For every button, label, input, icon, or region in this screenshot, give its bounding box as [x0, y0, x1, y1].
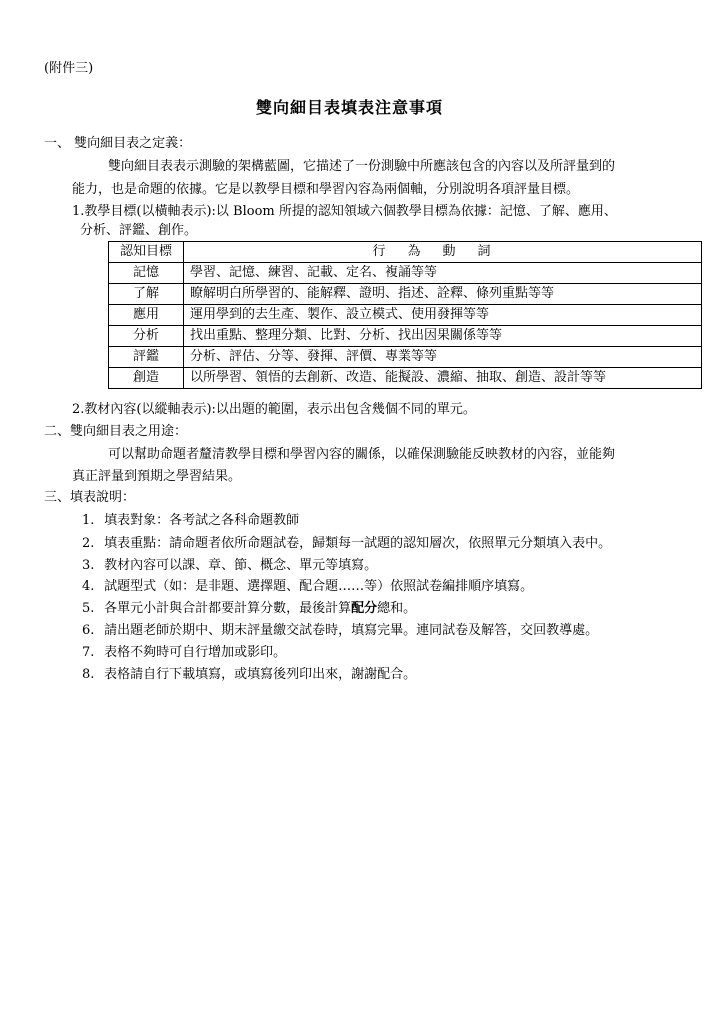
item-number: 5. [82, 601, 95, 616]
instruction-item [82, 666, 416, 684]
item-text: 各單元小計與合計都要計算分數，最後計算 [104, 601, 352, 616]
goal-cell: 評鑑 [109, 347, 184, 368]
goal-cell: 記憶 [109, 263, 184, 284]
table-row [109, 284, 702, 305]
table-row [109, 305, 702, 326]
verbs-cell: 運用學到的去生產、製作、設立模式、使用發揮等等 [184, 305, 702, 326]
section2-heading: 二、雙向細目表之用途： [44, 424, 188, 439]
cognitive-goals-table [108, 241, 702, 389]
section1-item1-line1: 1.教學目標(以橫軸表示):以 Bloom 所提的認知領域六個教學目標為依據：記憶、了解、應用、 [72, 204, 617, 219]
item-number: 4. [82, 579, 95, 594]
item-number: 6. [82, 623, 95, 638]
section1-para-line1: 雙向細目表表示測驗的架構藍圖，它描述了一份測驗中所應該包含的內容以及所評量到的 [108, 159, 616, 174]
item-text: 填表對象：各考試之各科命題教師 [104, 513, 300, 528]
goal-cell: 創造 [109, 368, 184, 389]
table-header-row [109, 242, 702, 263]
verbs-cell: 瞭解明白所學習的、能解釋、證明、指述、詮釋、條列重點等等 [184, 284, 702, 305]
verbs-cell: 找出重點、整理分類、比對、分析、找出因果關係等等 [184, 326, 702, 347]
item-text: 教材內容可以課、章、節、概念、單元等填寫。 [104, 558, 378, 573]
item-number: 3. [82, 558, 95, 573]
section2-para-line2: 真正評量到預期之學習結果。 [72, 469, 242, 484]
table-row [109, 263, 702, 284]
table-row [109, 368, 702, 389]
item-text: 表格不夠時可自行增加或影印。 [104, 645, 287, 660]
section1-item1-line2: 分析、評鑑、創作。 [80, 223, 198, 238]
item-text: 填表重點：請命題者依所命題試卷，歸類每一試題的認知層次，依照單元分類填入表中。 [104, 536, 612, 551]
annex-label: (附件三) [44, 61, 94, 76]
item-number: 2. [82, 536, 95, 551]
item-text: 試題型式（如：是非題、選擇題、配合題……等）依照試卷編排順序填寫。 [104, 579, 534, 594]
section1-item2: 2.教材內容(以縱軸表示):以出題的範圍，表示出包含幾個不同的單元。 [72, 402, 476, 417]
item-text-after: 總和。 [377, 601, 417, 616]
instruction-item [82, 600, 416, 618]
header-action-verbs: 行為動詞 [184, 242, 702, 263]
item-text-bold: 配分 [351, 601, 378, 616]
item-number: 8. [82, 667, 95, 682]
section1-heading: 一、 雙向細目表之定義： [44, 136, 192, 151]
instruction-item [82, 578, 533, 596]
instruction-item [82, 622, 598, 640]
verbs-cell: 學習、記憶、練習、記載、定名、複誦等等 [184, 263, 702, 284]
instruction-item [82, 535, 611, 553]
item-number: 7. [82, 645, 95, 660]
section2-para-line1: 可以幫助命題者釐清教學目標和學習內容的關係，以確保測驗能反映教材的內容，並能夠 [108, 447, 616, 462]
verbs-cell: 分析、評估、分等、發揮、評價、專業等等 [184, 347, 702, 368]
goal-cell: 應用 [109, 305, 184, 326]
verbs-cell: 以所學習、領悟的去創新、改造、能擬設、濃縮、抽取、創造、設計等等 [184, 368, 702, 389]
header-cognitive-goal: 認知目標 [109, 242, 184, 263]
goal-cell: 了解 [109, 284, 184, 305]
section3-heading: 三、填表說明： [44, 490, 136, 505]
item-text: 表格請自行下載填寫，或填寫後列印出來，謝謝配合。 [104, 667, 417, 682]
item-text: 請出題老師於期中、期末評量繳交試卷時，填寫完畢。連同試卷及解答，交回教導處。 [104, 623, 599, 638]
instruction-item [82, 557, 377, 575]
section1-para-line2: 能力，也是命題的依據。它是以教學目標和學習內容為兩個軸，分別說明各項評量目標。 [72, 182, 580, 197]
instruction-item [82, 512, 299, 530]
page-title: 雙向細目表填表注意事項 [256, 98, 444, 117]
table-row [109, 326, 702, 347]
item-number: 1. [82, 513, 95, 528]
goal-cell: 分析 [109, 326, 184, 347]
instruction-item [82, 644, 286, 662]
table-row [109, 347, 702, 368]
